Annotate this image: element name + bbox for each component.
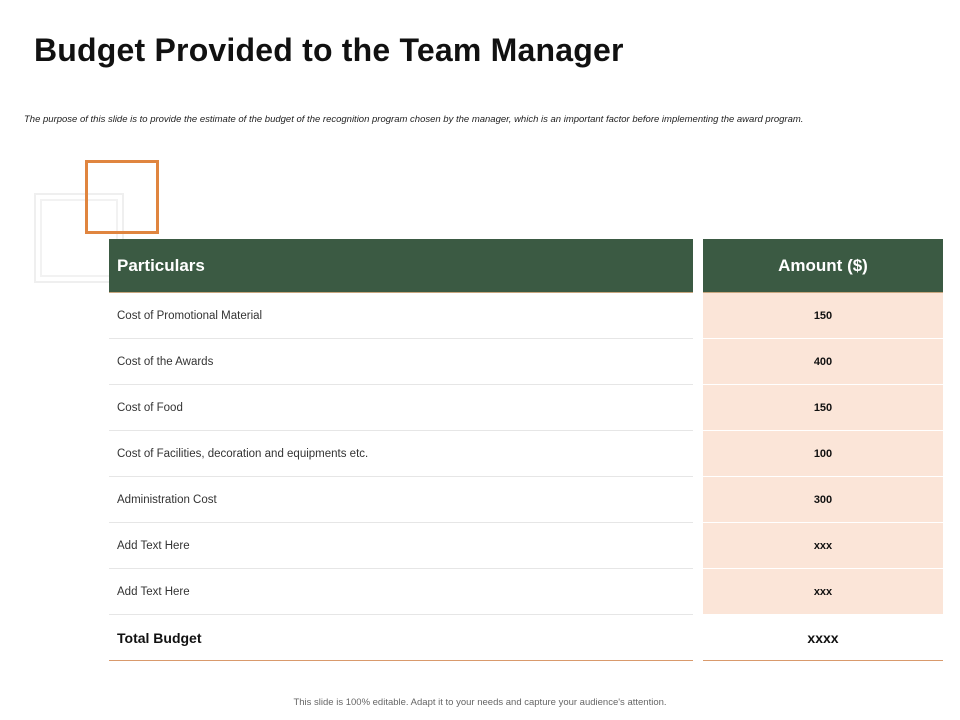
table-row-particular: Cost of Promotional Material xyxy=(109,293,693,339)
particulars-column xyxy=(109,239,693,661)
table-row-particular: Administration Cost xyxy=(109,477,693,523)
table-row-amount: 150 xyxy=(703,293,943,339)
table-row-particular: Add Text Here xyxy=(109,569,693,615)
table-row-amount: xxx xyxy=(703,523,943,569)
total-budget-label: Total Budget xyxy=(109,615,693,661)
table-row-amount: 150 xyxy=(703,385,943,431)
table-row-amount: 400 xyxy=(703,339,943,385)
particulars-header: Particulars xyxy=(109,239,693,293)
table-row-particular: Add Text Here xyxy=(109,523,693,569)
table-row-amount: xxx xyxy=(703,569,943,615)
table-row-particular: Cost of Food xyxy=(109,385,693,431)
total-budget-amount: xxxx xyxy=(703,615,943,661)
footer-note: This slide is 100% editable. Adapt it to your needs and capture your audience's attention. xyxy=(293,697,667,708)
page-subtitle: The purpose of this slide is to provide the estimate of the budget of the recognition program chosen by the manager, which is an important factor before implementing the award program. xyxy=(24,114,804,125)
amount-header: Amount ($) xyxy=(703,239,943,293)
decorative-square-orange xyxy=(85,160,159,234)
page-title: Budget Provided to the Team Manager xyxy=(34,32,624,68)
table-row-particular: Cost of the Awards xyxy=(109,339,693,385)
table-row-particular: Cost of Facilities, decoration and equipments etc. xyxy=(109,431,693,477)
table-row-amount: 100 xyxy=(703,431,943,477)
amount-column xyxy=(703,239,943,661)
table-row-amount: 300 xyxy=(703,477,943,523)
